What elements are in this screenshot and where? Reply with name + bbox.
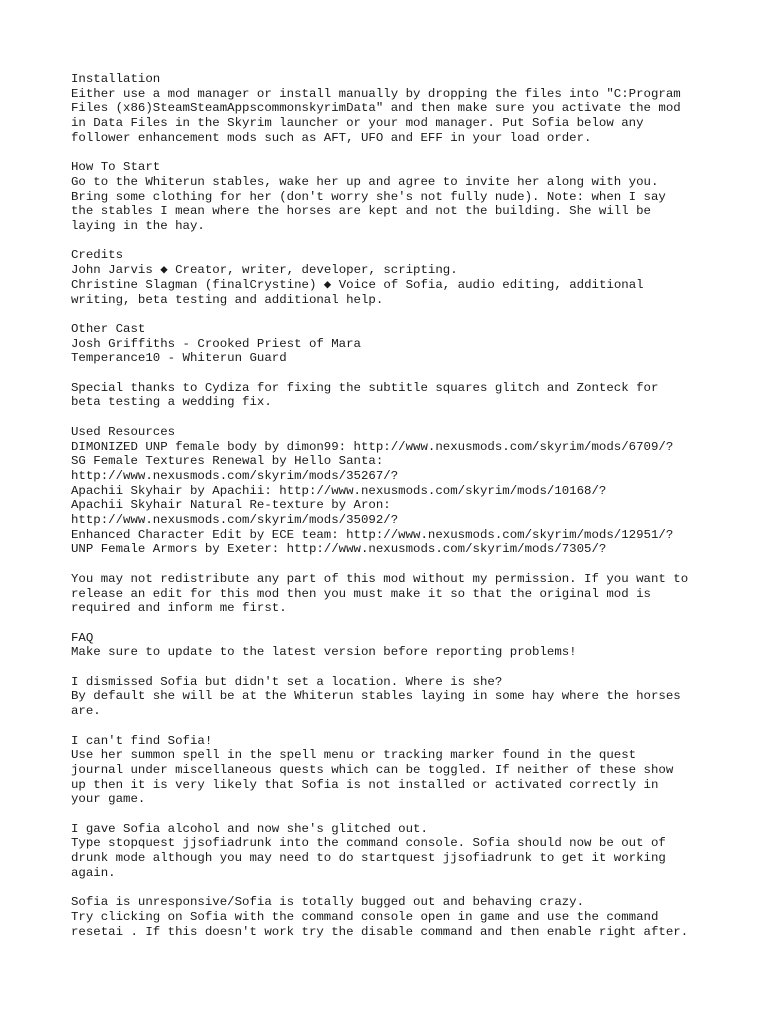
text-line: Apachii Skyhair Natural Re-texture by Aron:: [71, 498, 391, 513]
text-line: UNP Female Armors by Exeter: http://www.nexusmods.com/skyrim/mods/7305/?: [71, 542, 607, 557]
paragraph: [71, 72, 761, 146]
paragraph: [71, 248, 761, 307]
paragraph-heading-line: I can't find Sofia!: [71, 733, 213, 748]
paragraph-heading-line: Installation: [71, 72, 161, 86]
text-line: Bring some clothing for her (don't worry she's not fully nude). Note: when I say: [71, 189, 666, 204]
paragraph: [71, 425, 761, 557]
text-line: Use her summon spell in the spell menu or tracking marker found in the quest: [71, 748, 637, 763]
paragraph: [71, 822, 761, 881]
paragraph-heading-line: Other Cast: [71, 321, 146, 336]
paragraph-heading-line: How To Start: [71, 160, 161, 175]
text-line: DIMONIZED UNP female body by dimon99: http://www.nexusmods.com/skyrim/mods/6709/?: [71, 439, 674, 454]
text-line: http://www.nexusmods.com/skyrim/mods/35092/?: [71, 513, 399, 528]
text-line: beta testing a wedding fix.: [71, 395, 272, 410]
paragraph: [71, 381, 761, 410]
paragraph-heading-line: Sofia is unresponsive/Sofia is totally bugged out and behaving crazy.: [71, 895, 585, 910]
text-line: By default she will be at the Whiterun stables laying in some hay where the horses: [71, 689, 681, 704]
text-line: required and inform me first.: [71, 601, 287, 616]
text-line: resetai . If this doesn't work try the disable command and then enable right after.: [71, 924, 689, 939]
text-line: up then it is very likely that Sofia is not installed or activated correctly in: [71, 777, 659, 792]
text-line: in Data Files in the Skyrim launcher or your mod manager. Put Sofia below any: [71, 116, 644, 131]
text-line: your game.: [71, 792, 146, 807]
text-line: Make sure to update to the latest version before reporting problems!: [71, 645, 577, 660]
paragraph-heading-line: Used Resources: [71, 424, 176, 439]
text-line: again.: [71, 865, 116, 880]
text-line: journal under miscellaneous quests which can be toggled. If neither of these show: [71, 762, 674, 777]
paragraph: [71, 734, 761, 808]
paragraph-heading-line: Credits: [71, 248, 124, 263]
text-line: Apachii Skyhair by Apachii: http://www.nexusmods.com/skyrim/mods/10168/?: [71, 483, 607, 498]
text-line: Go to the Whiterun stables, wake her up and agree to invite her along with you.: [71, 174, 659, 189]
text-line: are.: [71, 704, 101, 719]
paragraph-heading-line: You may not redistribute any part of this mod without my permission. If you want to: [71, 571, 689, 586]
text-line: SG Female Textures Renewal by Hello Santa:: [71, 454, 384, 469]
paragraph-heading-line: Special thanks to Cydiza for fixing the subtitle squares glitch and Zonteck for: [71, 380, 659, 395]
text-line: Christine Slagman (finalCrystine) ◆ Voice of Sofia, audio editing, additional: [71, 277, 644, 292]
paragraph: [71, 322, 761, 366]
text-line: Files (x86)SteamSteamAppscommonskyrimData" and then make sure you activate the mod: [71, 101, 681, 116]
paragraph: [71, 160, 761, 234]
text-line: Temperance10 - Whiterun Guard: [71, 351, 287, 366]
text-line: Josh Griffiths - Crooked Priest of Mara: [71, 336, 361, 351]
text-line: http://www.nexusmods.com/skyrim/mods/35267/?: [71, 468, 399, 483]
paragraph-heading-line: I dismissed Sofia but didn't set a location. Where is she?: [71, 674, 503, 689]
text-line: follower enhancement mods such as AFT, UFO and EFF in your load order.: [71, 130, 592, 145]
text-line: Type stopquest jjsofiadrunk into the command console. Sofia should now be out of: [71, 836, 666, 851]
document-body: [71, 72, 761, 954]
paragraph: [71, 895, 761, 939]
paragraph-heading-line: I gave Sofia alcohol and now she's glitched out.: [71, 821, 428, 836]
text-line: Try clicking on Sofia with the command console open in game and use the command: [71, 909, 659, 924]
text-line: release an edit for this mod then you must make it so that the original mod is: [71, 586, 651, 601]
text-line: Either use a mod manager or install manually by dropping the files into "C:Program: [71, 86, 681, 101]
paragraph-heading-line: FAQ: [71, 630, 94, 645]
text-line: Enhanced Character Edit by ECE team: http://www.nexusmods.com/skyrim/mods/12951/?: [71, 527, 674, 542]
text-line: writing, beta testing and additional help.: [71, 292, 384, 307]
text-line: John Jarvis ◆ Creator, writer, developer, scripting.: [71, 263, 458, 278]
paragraph: [71, 675, 761, 719]
paragraph: [71, 572, 761, 616]
text-line: the stables I mean where the horses are kept and not the building. She will be: [71, 204, 651, 219]
text-line: drunk mode although you may need to do startquest jjsofiadrunk to get it working: [71, 851, 666, 866]
paragraph: [71, 631, 761, 660]
text-line: laying in the hay.: [71, 219, 205, 234]
